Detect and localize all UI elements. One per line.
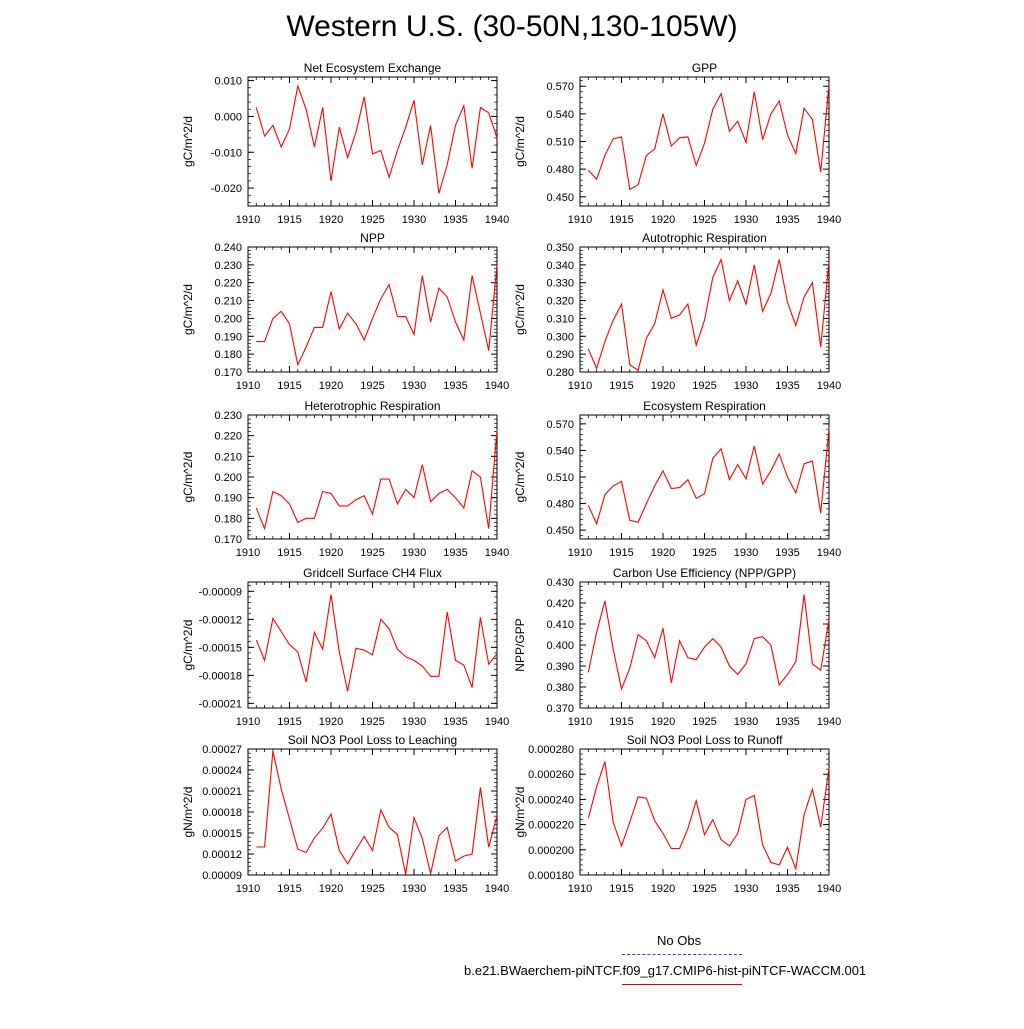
y-tick-label: 0.190: [214, 331, 242, 344]
y-tick-label: 0.000220: [528, 819, 574, 832]
panel-title: Ecosystem Respiration: [643, 399, 766, 413]
plot-frame: [580, 749, 829, 875]
series-line: [588, 595, 829, 690]
y-tick-label: -0.00018: [198, 670, 242, 683]
x-tick-label: 1920: [318, 883, 344, 895]
x-tick-label: 1940: [816, 883, 842, 895]
panel-title: GPP: [691, 61, 718, 75]
x-tick-label: 1930: [733, 547, 759, 559]
y-tick-label: 0.510: [546, 136, 574, 149]
x-tick-label: 1920: [318, 716, 344, 728]
y-tick-label: 0.190: [214, 492, 242, 505]
y-tick-label: 0.310: [546, 313, 574, 326]
y-tick-label: 0.350: [546, 242, 574, 254]
y-tick-label: 0.220: [214, 430, 242, 443]
x-tick-label: 1940: [816, 380, 842, 392]
x-tick-label: 1910: [235, 716, 261, 728]
y-tick-label: 0.320: [546, 295, 574, 308]
y-tick-label: 0.430: [546, 577, 574, 589]
y-tick-label: 0.450: [546, 191, 574, 204]
x-tick-label: 1940: [484, 716, 510, 728]
x-tick-label: 1910: [235, 380, 261, 392]
y-tick-label: 0.00027: [202, 744, 242, 756]
x-tick-label: 1935: [775, 883, 800, 895]
x-tick-label: 1925: [360, 214, 385, 226]
y-tick-label: 0.000200: [528, 844, 574, 857]
x-tick-label: 1910: [235, 883, 261, 895]
series-line: [588, 84, 829, 189]
legend-obs-label: No Obs: [657, 933, 702, 948]
y-tick-label: 0.00015: [202, 828, 242, 840]
x-tick-label: 1930: [733, 380, 759, 392]
y-tick-label: 0.410: [546, 619, 574, 631]
panel-4: [513, 231, 841, 392]
y-axis-label: NPP/GPP: [513, 618, 527, 672]
series-line: [256, 265, 497, 365]
x-tick-label: 1925: [360, 380, 385, 392]
panel-9: [181, 733, 509, 895]
x-tick-label: 1940: [816, 547, 842, 559]
y-tick-label: 0.300: [546, 331, 574, 344]
x-tick-label: 1930: [733, 214, 759, 226]
x-tick-label: 1925: [360, 883, 385, 895]
panel-title: Heterotrophic Respiration: [304, 399, 441, 413]
plot-frame: [248, 582, 497, 708]
x-tick-label: 1910: [235, 547, 261, 559]
y-axis-label: gC/m^2/d: [513, 116, 527, 167]
y-tick-label: 0.540: [546, 108, 574, 121]
plot-frame: [248, 749, 497, 875]
y-axis-label: gC/m^2/d: [181, 284, 195, 335]
x-tick-label: 1920: [650, 380, 676, 392]
y-tick-label: 0.210: [214, 295, 242, 308]
panel-title: Net Ecosystem Exchange: [303, 61, 442, 75]
y-tick-label: 0.180: [214, 513, 242, 526]
y-tick-label: -0.020: [210, 183, 242, 196]
y-axis-label: gN/m^2/d: [181, 786, 195, 838]
x-tick-label: 1915: [277, 716, 302, 728]
y-tick-label: 0.510: [546, 472, 574, 484]
x-tick-label: 1935: [775, 547, 800, 559]
x-tick-label: 1935: [443, 214, 468, 226]
x-tick-label: 1940: [816, 214, 842, 226]
y-tick-label: 0.170: [214, 367, 242, 379]
panel-2: [513, 61, 841, 226]
x-tick-label: 1920: [318, 214, 344, 226]
panel-title: Gridcell Surface CH4 Flux: [303, 566, 442, 580]
x-tick-label: 1920: [318, 547, 344, 559]
panel-10: [513, 733, 841, 895]
y-axis-label: gN/m^2/d: [513, 786, 527, 838]
y-tick-label: 0.480: [546, 498, 574, 511]
panel-title: Autotrophic Respiration: [642, 231, 767, 245]
y-tick-label: 0.00018: [202, 807, 242, 819]
legend-model-label: b.e21.BWaerchem-piNTCF.f09_g17.CMIP6-hist-piNTCF-WACCM.001: [464, 963, 867, 978]
y-tick-label: 0.380: [546, 682, 574, 694]
y-tick-label: 0.240: [214, 242, 242, 254]
y-axis-label: gC/m^2/d: [513, 451, 527, 503]
x-tick-label: 1925: [360, 716, 385, 728]
x-tick-label: 1920: [650, 716, 676, 728]
series-line: [256, 751, 497, 874]
x-tick-label: 1940: [484, 547, 510, 559]
y-tick-label: 0.390: [546, 661, 574, 673]
x-tick-label: 1925: [692, 883, 717, 895]
x-tick-label: 1910: [235, 214, 261, 226]
y-tick-label: 0.00009: [202, 870, 242, 882]
series-line: [256, 430, 497, 529]
y-tick-label: 0.00021: [202, 786, 242, 798]
plot-frame: [580, 247, 829, 372]
plot-frame: [248, 77, 497, 206]
series-line: [588, 260, 829, 371]
y-tick-label: 0.000240: [528, 794, 574, 807]
y-tick-label: 0.00012: [202, 849, 242, 861]
x-tick-label: 1930: [733, 883, 759, 895]
x-tick-label: 1940: [816, 716, 842, 728]
x-tick-label: 1920: [318, 380, 344, 392]
x-tick-label: 1915: [277, 883, 302, 895]
x-tick-label: 1910: [567, 883, 593, 895]
series-line: [588, 762, 829, 869]
y-tick-label: 0.210: [214, 451, 242, 464]
y-tick-label: 0.010: [214, 75, 242, 88]
x-tick-label: 1910: [567, 380, 593, 392]
panel-title: Soil NO3 Pool Loss to Leaching: [287, 733, 458, 747]
y-tick-label: 0.420: [546, 598, 574, 610]
x-tick-label: 1915: [609, 547, 634, 559]
y-axis-label: gC/m^2/d: [513, 284, 527, 335]
y-tick-label: -0.00009: [198, 586, 242, 599]
y-tick-label: 0.570: [546, 418, 574, 431]
x-tick-label: 1910: [567, 716, 593, 728]
y-tick-label: 0.340: [546, 259, 574, 272]
y-tick-label: 0.370: [546, 703, 574, 715]
y-tick-label: 0.450: [546, 525, 574, 538]
y-tick-label: 0.000: [214, 111, 242, 124]
y-axis-label: gC/m^2/d: [181, 116, 195, 167]
y-axis-label: gC/m^2/d: [181, 619, 195, 671]
plot-frame: [580, 582, 829, 708]
x-tick-label: 1930: [401, 214, 427, 226]
series-line: [256, 595, 497, 692]
figure-title: Western U.S. (30-50N,130-105W): [286, 10, 738, 43]
y-tick-label: 0.220: [214, 277, 242, 290]
x-tick-label: 1935: [775, 716, 800, 728]
x-tick-label: 1925: [692, 214, 717, 226]
panel-7: [181, 566, 509, 728]
x-tick-label: 1940: [484, 380, 510, 392]
y-tick-label: 0.480: [546, 164, 574, 177]
x-tick-label: 1915: [609, 716, 634, 728]
y-tick-label: 0.400: [546, 640, 574, 652]
x-tick-label: 1920: [650, 214, 676, 226]
x-tick-label: 1930: [401, 547, 427, 559]
x-tick-label: 1925: [692, 716, 717, 728]
series-line: [256, 86, 497, 194]
x-tick-label: 1915: [277, 214, 302, 226]
y-tick-label: 0.000180: [528, 870, 574, 882]
panel-6: [513, 399, 841, 559]
plot-frame: [580, 415, 829, 539]
x-tick-label: 1910: [567, 214, 593, 226]
x-tick-label: 1930: [733, 716, 759, 728]
x-tick-label: 1915: [277, 380, 302, 392]
series-line: [588, 428, 829, 524]
x-tick-label: 1940: [484, 214, 510, 226]
x-tick-label: 1935: [775, 214, 800, 226]
x-tick-label: 1935: [443, 716, 468, 728]
x-tick-label: 1930: [401, 380, 427, 392]
panel-1: [181, 61, 509, 226]
y-tick-label: 0.200: [214, 472, 242, 484]
x-tick-label: 1925: [692, 547, 717, 559]
panel-title: Soil NO3 Pool Loss to Runoff: [626, 733, 783, 747]
y-tick-label: 0.540: [546, 445, 574, 458]
x-tick-label: 1910: [567, 547, 593, 559]
x-tick-label: 1925: [692, 380, 717, 392]
y-tick-label: 0.00024: [202, 765, 242, 777]
x-tick-label: 1915: [609, 883, 634, 895]
x-tick-label: 1920: [650, 547, 676, 559]
y-tick-label: 0.570: [546, 81, 574, 94]
x-tick-label: 1925: [360, 547, 385, 559]
y-tick-label: 0.180: [214, 349, 242, 362]
y-tick-label: -0.00021: [198, 698, 242, 711]
y-tick-label: 0.290: [546, 349, 574, 362]
y-tick-label: 0.200: [214, 313, 242, 326]
y-tick-label: 0.330: [546, 277, 574, 290]
plot-frame: [248, 415, 497, 539]
x-tick-label: 1920: [650, 883, 676, 895]
x-tick-label: 1935: [443, 547, 468, 559]
panel-3: [181, 231, 509, 392]
y-tick-label: 0.280: [546, 367, 574, 379]
y-tick-label: 0.230: [214, 410, 242, 422]
x-tick-label: 1930: [401, 716, 427, 728]
panel-title: Carbon Use Efficiency (NPP/GPP): [612, 566, 797, 580]
x-tick-label: 1940: [484, 883, 510, 895]
x-tick-label: 1930: [401, 883, 427, 895]
y-tick-label: -0.010: [210, 147, 242, 160]
x-tick-label: 1935: [443, 380, 468, 392]
x-tick-label: 1915: [609, 380, 634, 392]
panel-5: [181, 399, 509, 559]
x-tick-label: 1935: [443, 883, 468, 895]
panel-title: NPP: [360, 231, 385, 245]
x-tick-label: 1915: [609, 214, 634, 226]
x-tick-label: 1915: [277, 547, 302, 559]
y-tick-label: 0.170: [214, 534, 242, 546]
y-tick-label: 0.000260: [528, 769, 574, 782]
y-tick-label: 0.000280: [528, 744, 574, 756]
panel-8: [513, 566, 841, 728]
y-tick-label: -0.00012: [198, 614, 242, 627]
y-axis-label: gC/m^2/d: [181, 451, 195, 503]
y-tick-label: 0.230: [214, 259, 242, 272]
plot-frame: [248, 247, 497, 372]
x-tick-label: 1935: [775, 380, 800, 392]
y-tick-label: -0.00015: [198, 642, 242, 655]
